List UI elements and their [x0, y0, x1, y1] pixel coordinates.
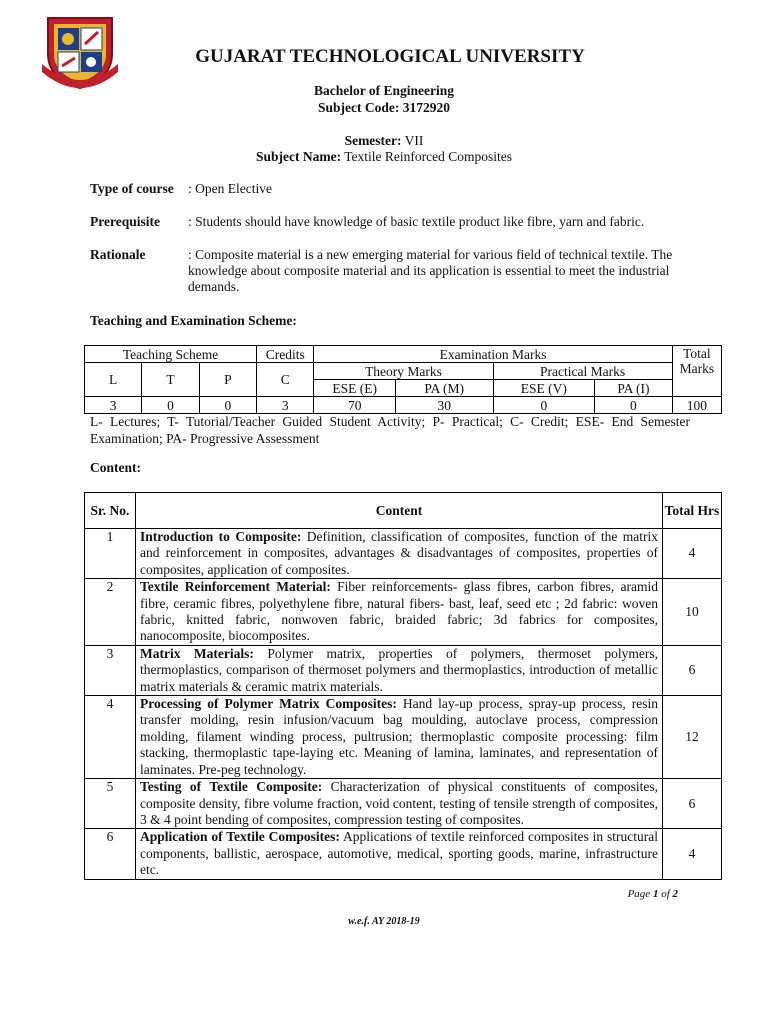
row-text: Applications of textile reinforced composites in structural components, ballistic, aerospace, automotive, medical, sporting goods, marine, infrastructure etc.: [140, 829, 658, 878]
row-title: Application of Textile Composites:: [140, 829, 340, 845]
row-text: Characterization of physical constituents of composites, composite density, fibre volume fraction, void content, testing of tensile strength of composites, 3 & 4 point bending of composites, compression testing of composites.: [140, 779, 658, 827]
row-content: [136, 579, 663, 646]
col-l: L: [85, 363, 142, 397]
row-content: [136, 696, 663, 779]
subject-code-label: Subject Code:: [318, 100, 400, 115]
table-row: [85, 779, 722, 829]
theory-marks-header: Theory Marks: [314, 363, 493, 380]
col-hrs-header: [663, 493, 722, 529]
effective-year: w.e.f. AY 2018-19: [348, 916, 420, 927]
value-l: 3: [85, 397, 142, 414]
row-sr: 4: [85, 696, 136, 779]
value-c: 3: [257, 397, 314, 414]
content-table: [84, 492, 722, 880]
prerequisite-label: Prerequisite: [90, 214, 160, 229]
table-row: [85, 829, 722, 879]
sub-ese-e: ESE (E): [314, 380, 396, 397]
row-title: Textile Reinforcement Material:: [140, 579, 331, 595]
credits-header: Credits: [257, 346, 314, 363]
rationale-label: Rationale: [90, 247, 146, 262]
col-p: P: [199, 363, 256, 397]
semester-line: [0, 133, 768, 149]
table-row: [85, 579, 722, 646]
col-hrs-label: Total Hrs: [664, 502, 720, 518]
type-of-course-value: : Open Elective: [188, 181, 272, 196]
type-of-course-label: Type of course: [90, 181, 174, 196]
table-row: [85, 529, 722, 579]
row-text: Fiber reinforcements- glass fibres, carbon fibres, aramid fibre, ceramic fibres, polyethylene fibre, natural fibers- bast, leaf, seed etc ; 2d fabric: woven fabric, knitted fabric, nonwoven fabric, braided fabric; 3d fabrics for composites, nanocomposite, biocomposites.: [140, 579, 658, 644]
total-marks-header: [672, 346, 721, 397]
scheme-legend: L- Lectures; T- Tutorial/Teacher Guided Student Activity; P- Practical; C- Credit; ESE- End Semester Examination; PA- Progressive Assessment: [90, 414, 690, 446]
row-hrs: 6: [663, 645, 722, 695]
total-label: Total: [683, 346, 711, 361]
row-text: Polymer matrix, properties of polymers, thermoset polymers, thermoplastics, comparison of thermoset polymers and thermoplastics, introduction of metallic matrix materials & ceramic matrix materials.: [140, 645, 658, 694]
row-hrs: 4: [663, 529, 722, 579]
subject-code-value: 3172920: [402, 100, 450, 115]
row-sr: 3: [85, 645, 136, 695]
row-hrs: 12: [663, 696, 722, 779]
row-sr: 5: [85, 779, 136, 829]
subject-code-line: [0, 100, 768, 116]
value-p: 0: [199, 397, 256, 414]
row-text: Hand lay-up process, spray-up process, resin transfer molding, resin infusion/vacuum bag moulding, autoclave process, compression molding, filament winding process, pultrusion; thermoplastic composite processing: film stacking, thermoplastic tape-laying etc. Meaning of lamina, laminates, and representation of laminates. Pre-peg technology.: [140, 696, 658, 777]
subject-name-line: [0, 149, 768, 165]
value-ese-v: 0: [493, 397, 595, 414]
semester-value: VII: [404, 133, 424, 148]
page-word: Page: [627, 888, 651, 900]
prerequisite-value: : Students should have knowledge of basic textile product like fibre, yarn and fabric.: [188, 214, 645, 229]
value-t: 0: [142, 397, 199, 414]
of-word: of: [661, 888, 670, 900]
row-sr: 6: [85, 829, 136, 879]
row-sr: 2: [85, 579, 136, 646]
semester-label: Semester:: [344, 133, 402, 148]
col-sr-header: [85, 493, 136, 529]
row-text: Definition, classification of composites, function of the matrix and reinforcement in composites, advantages & disadvantages of composites, properties of composites, application of composites.: [140, 529, 658, 577]
row-title: Processing of Polymer Matrix Composites:: [140, 696, 397, 712]
subject-name-value: Textile Reinforced Composites: [344, 149, 513, 164]
row-content: [136, 829, 663, 879]
col-t: T: [142, 363, 199, 397]
table-row: [85, 645, 722, 695]
row-hrs: 10: [663, 579, 722, 646]
scheme-heading: Teaching and Examination Scheme:: [90, 313, 297, 328]
teaching-scheme-table: [84, 345, 722, 414]
value-total: 100: [672, 397, 721, 414]
row-content: [136, 779, 663, 829]
page-number: [628, 888, 678, 900]
practical-marks-header: Practical Marks: [493, 363, 672, 380]
subject-name-label: Subject Name:: [255, 149, 342, 164]
row-title: Testing of Textile Composite:: [140, 779, 323, 795]
col-sr-label: Sr. No.: [90, 502, 130, 518]
page-current: 1: [652, 888, 659, 900]
university-name: GUJARAT TECHNOLOGICAL UNIVERSITY: [195, 46, 585, 67]
sub-pa-i: PA (I): [595, 380, 672, 397]
col-c: C: [257, 363, 314, 397]
row-sr: 1: [85, 529, 136, 579]
value-ese-e: 70: [314, 397, 396, 414]
sub-pa-m: PA (M): [395, 380, 493, 397]
page-total: 2: [672, 888, 678, 900]
value-pa-i: 0: [595, 397, 672, 414]
content-heading: Content:: [90, 460, 141, 475]
sub-ese-v: ESE (V): [493, 380, 595, 397]
row-title: Matrix Materials:: [140, 645, 254, 661]
value-pa-m: 30: [395, 397, 493, 414]
rationale-value: : Composite material is a new emerging material for various field of technical textile. The knowledge about composite material and its application is essential to meet the industrial demands.: [188, 247, 673, 294]
table-row: [85, 696, 722, 779]
row-content: [136, 645, 663, 695]
degree-title: Bachelor of Engineering: [314, 83, 454, 98]
exam-marks-header: Examination Marks: [314, 346, 672, 363]
marks-label: Marks: [679, 361, 715, 376]
row-content: [136, 529, 663, 579]
row-hrs: 4: [663, 829, 722, 879]
row-hrs: 6: [663, 779, 722, 829]
teaching-scheme-header: Teaching Scheme: [85, 346, 257, 363]
row-title: Introduction to Composite:: [140, 529, 302, 544]
col-content-header: Content: [136, 493, 663, 529]
